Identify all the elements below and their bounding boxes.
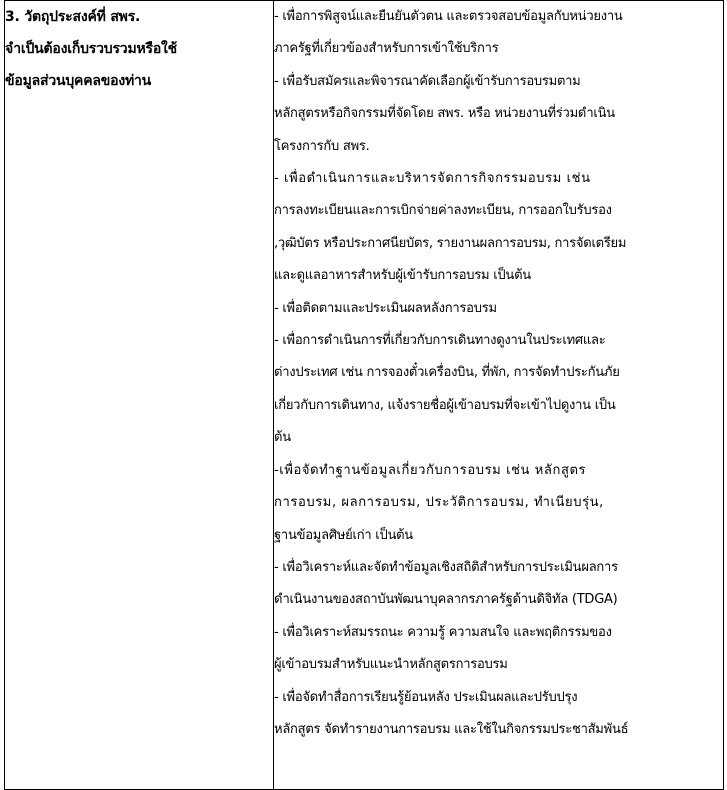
content-line: ต้น: [274, 430, 291, 446]
content-line: และดูแลอาหารสำหรับผู้เข้ารับการอบรม เป็นต้น: [274, 268, 531, 284]
content-line: โครงการกับ สพร.: [274, 138, 370, 154]
content-line: - เพื่อวิเคราะห์และจัดทำข้อมูลเชิงสถิติสำหรับการประเมินผลการ: [274, 559, 618, 575]
purpose-table: [4, 0, 724, 790]
section-heading-cell: [5, 1, 274, 790]
content-line: - เพื่อวิเคราะห์สมรรถนะ ความรู้ ความสนใจ และพฤติกรรมของ: [274, 624, 612, 640]
section-heading-line-1: 3. วัตถุประสงค์ที่ สพร.: [5, 9, 141, 25]
content-line: - เพื่อการดำเนินการที่เกี่ยวกับการเดินทางดูงานในประเทศและ: [274, 333, 606, 349]
content-line: - เพื่อรับสมัครและพิจารณาคัดเลือกผู้เข้ารับการอบรมตาม: [274, 73, 581, 89]
content-line: เกี่ยวกับการเดินทาง, แจ้งรายชื่อผู้เข้าอบรมที่จะเข้าไปดูงาน เป็น: [274, 397, 616, 413]
content-line: ฐานข้อมูลศิษย์เก่า เป็นต้น: [274, 527, 413, 543]
section-heading-line-3: ข้อมูลส่วนบุคคลของท่าน: [5, 73, 152, 89]
content-line: ผู้เข้าอบรมสำหรับแนะนำหลักสูตรการอบรม: [274, 657, 508, 673]
content-line: - เพื่อติดตามและประเมินผลหลังการอบรม: [274, 300, 497, 316]
content-line: - เพื่อจัดทำสื่อการเรียนรู้ย้อนหลัง ประเมินผลและปรับปรุง: [274, 689, 578, 705]
content-line: หลักสูตรหรือกิจกรรมที่จัดโดย สพร. หรือ หน่วยงานที่ร่วมดำเนิน: [274, 106, 615, 122]
content-line: ภาครัฐที่เกี่ยวข้องสำหรับการเข้าใช้บริการ: [274, 41, 499, 57]
content-line: - เพื่อดำเนินการและบริหารจัดการกิจกรรมอบรม เช่น: [274, 171, 591, 187]
content-line: ดำเนินงานของสถาบันพัฒนาบุคลากรภาครัฐด้านดิจิทัล (TDGA): [274, 592, 618, 608]
content-line: การลงทะเบียนและการเบิกจ่ายค่าลงทะเบียน, การออกใบรับรอง: [274, 203, 612, 219]
content-line: -เพื่อจัดทำฐานข้อมูลเกี่ยวกับการอบรม เช่น หลักสูตร: [274, 462, 587, 478]
content-line: ,วุฒิบัตร หรือประกาศนียบัตร, รายงานผลการอบรม, การจัดเตรียม: [274, 235, 627, 251]
section-heading-line-2: จำเป็นต้องเก็บรวบรวมหรือใช้: [5, 41, 177, 57]
content-line: ต่างประเทศ เช่น การจองตั๋วเครื่องบิน, ที่พัก, การจัดทำประกันภัย: [274, 365, 620, 381]
purpose-row: [5, 1, 724, 790]
purpose-content-cell: [274, 1, 724, 790]
content-line: - เพื่อการพิสูจน์และยืนยันตัวตน และตรวจสอบข้อมูลกับหน่วยงาน: [274, 9, 623, 24]
content-line: หลักสูตร จัดทำรายงานการอบรม และใช้ในกิจกรรมประชาสัมพันธ์: [274, 721, 629, 737]
content-line: การอบรม, ผลการอบรม, ประวัติการอบรม, ทำเนียบรุ่น,: [274, 495, 604, 511]
